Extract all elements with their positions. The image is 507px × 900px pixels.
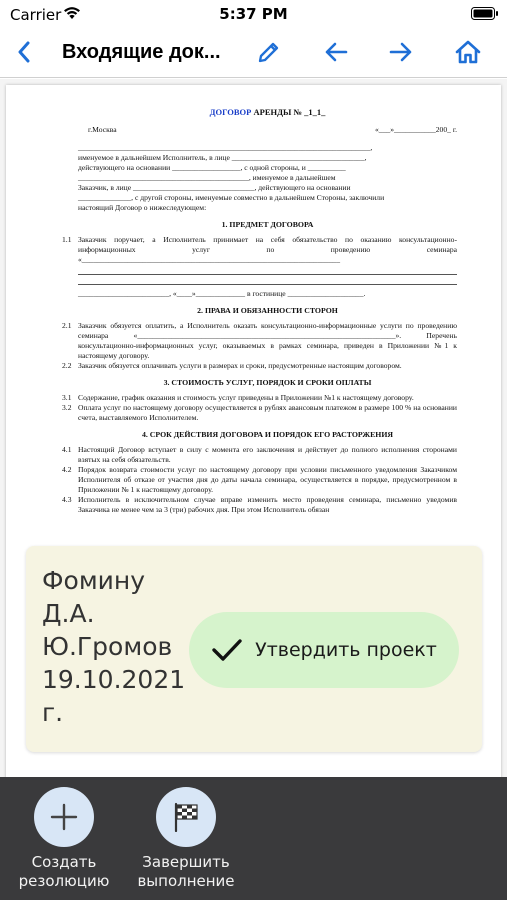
checkmark-icon (211, 637, 243, 663)
arrow-right-icon (389, 41, 413, 63)
previous-button[interactable] (320, 36, 352, 68)
create-resolution-label-1: Создать (31, 853, 97, 871)
resolution-text (42, 564, 192, 729)
clause-text: Порядок возврата стоимости услуг по настоящему договору при условии письменного уведомления Заказчиком Исполнителя об отказе от участия дня до даты начала семинара, осуществляется в порядке, предусмотренном в Приложении № 1 к настоящему договору. (78, 465, 457, 494)
clause-number: 3.1 (62, 393, 72, 402)
home-icon (455, 40, 481, 64)
finish-execution-circle (156, 787, 216, 847)
carrier-label: Carrier (10, 6, 62, 24)
nav-title: Входящие док... (62, 41, 221, 63)
document-city: г.Москва (88, 125, 117, 134)
status-bar (0, 0, 507, 28)
chevron-left-icon (17, 41, 31, 63)
clause-number: 4.2 (62, 465, 72, 474)
plus-icon (49, 802, 79, 832)
blank-line (78, 265, 457, 275)
bottom-toolbar (0, 777, 507, 900)
document-title-blue: ДОГОВОР (209, 107, 252, 117)
document-intro-7: настоящий Договор о нижеследующем: (78, 203, 207, 212)
pencil-icon (257, 40, 281, 64)
section-3-heading: 3. СТОИМОСТЬ УСЛУГ, ПОРЯДОК И СРОКИ ОПЛАТЫ (163, 378, 372, 387)
document-title (78, 107, 457, 117)
edit-button[interactable] (253, 36, 285, 68)
status-time: 5:37 PM (219, 5, 288, 23)
clause-3-2 (62, 403, 457, 423)
clause-number: 4.3 (62, 495, 72, 504)
clause-4-2 (62, 465, 457, 495)
clause-text: Исполнитель в исключительном случае вправе изменить место проведения семинара, письменно уведомив Заказчика не менее чем за 3 (три) рабочих дня. При этом Исполнитель обязан (78, 495, 457, 514)
create-resolution-label-2: резолюцию (18, 872, 110, 890)
clause-text: Заказчик обязуется оплатить, а Исполнитель оказать консультационно-информационные услуги по проведению семинара «____________________________________________________________________». Перечень консультационно-информационных услуг, оказываемых в рамках семинара, приведен в Приложении №1 к настоящему договору. (78, 321, 457, 360)
section-4-heading: 4. СРОК ДЕЙСТВИЯ ДОГОВОРА И ПОРЯДОК ЕГО РАСТОРЖЕНИЯ (141, 430, 394, 439)
document-date: «___»___________200_ г. (375, 125, 457, 134)
create-resolution-button[interactable] (9, 787, 119, 891)
arrow-left-icon (324, 41, 348, 63)
back-button[interactable] (8, 36, 40, 68)
finish-execution-label-1: Завершить (142, 853, 230, 871)
next-button[interactable] (385, 36, 417, 68)
clause-text: Содержание, график оказания и стоимость услуг приведены в Приложении №1 к настоящему договору. (78, 393, 414, 402)
section-1-heading: 1. ПРЕДМЕТ ДОГОВОРА (221, 220, 314, 229)
document-intro-3: действующего на основании __________________, с одной стороны, и __________ (78, 163, 346, 172)
clause-text: Настоящий Договор вступает в силу с момента его заключения и действует до полного исполнения сторонами взятых на себя обязательств. (78, 445, 457, 464)
clause-3-1 (62, 393, 457, 403)
section-2-heading: 2. ПРАВА И ОБЯЗАННОСТИ СТОРОН (197, 306, 338, 315)
clause-text: Заказчик поручает, а Исполнитель принимает на себя обязательство по оказанию консультационно-информационных услуг по проведению семинара «____________________________________________________________________ (78, 235, 457, 264)
clause-4-1 (62, 445, 457, 465)
resolution-line: Фомину (42, 566, 146, 595)
document-intro-1: _____________________________________________________________________________, (78, 143, 373, 152)
document-intro-4: _____________________________________________, именуемое в дальнейшем (78, 173, 336, 182)
approve-project-button[interactable] (189, 612, 459, 688)
clause-text: Оплата услуг по настоящему договору осуществляется в рублях авансовым платежом в размере 100 % на основании счета, выставляемого Исполнителем. (78, 403, 457, 422)
clause-1-1 (62, 235, 457, 265)
clause-1-1-continued: ________________________, «____»_____________ в гостинице ____________________. (78, 289, 366, 298)
checkered-flag-icon (172, 802, 200, 832)
document-title-rest: АРЕНДЫ № _1_1_ (251, 107, 326, 117)
navigation-bar (0, 28, 507, 78)
city-date-row (88, 125, 457, 135)
resolution-line: 19.10.2021 (42, 665, 186, 694)
clause-text: Заказчик обязуется оплачивать услуги в размерах и сроки, предусмотренные настоящим договором. (78, 361, 402, 370)
resolution-line: Ю.Громов (42, 632, 173, 661)
clause-2-2 (62, 361, 457, 371)
document-intro-2: именуемое в дальнейшем Исполнитель, в лице ___________________________________, (78, 153, 367, 162)
resolution-line: г. (42, 698, 64, 727)
document-intro-5: Заказчик, в лице ________________________________, действующего на основании (78, 183, 351, 192)
clause-number: 2.2 (62, 361, 72, 370)
clause-number: 2.1 (62, 321, 72, 330)
resolution-card (26, 546, 482, 752)
clause-number: 3.2 (62, 403, 72, 412)
clause-number: 1.1 (62, 235, 72, 244)
create-resolution-circle (34, 787, 94, 847)
resolution-line: Д.А. (42, 599, 95, 628)
clause-number: 4.1 (62, 445, 72, 454)
document-intro-6: ______________, с другой стороны, именуемые совместно в дальнейшем Стороны, заключили (78, 193, 385, 202)
clause-2-1 (62, 321, 457, 361)
finish-execution-button[interactable] (131, 787, 241, 891)
battery-icon (471, 7, 499, 25)
clause-4-3 (62, 495, 457, 515)
blank-line (78, 275, 457, 285)
approve-project-label: Утвердить проект (255, 639, 437, 661)
home-button[interactable] (452, 36, 484, 68)
finish-execution-label-2: выполнение (137, 872, 235, 890)
